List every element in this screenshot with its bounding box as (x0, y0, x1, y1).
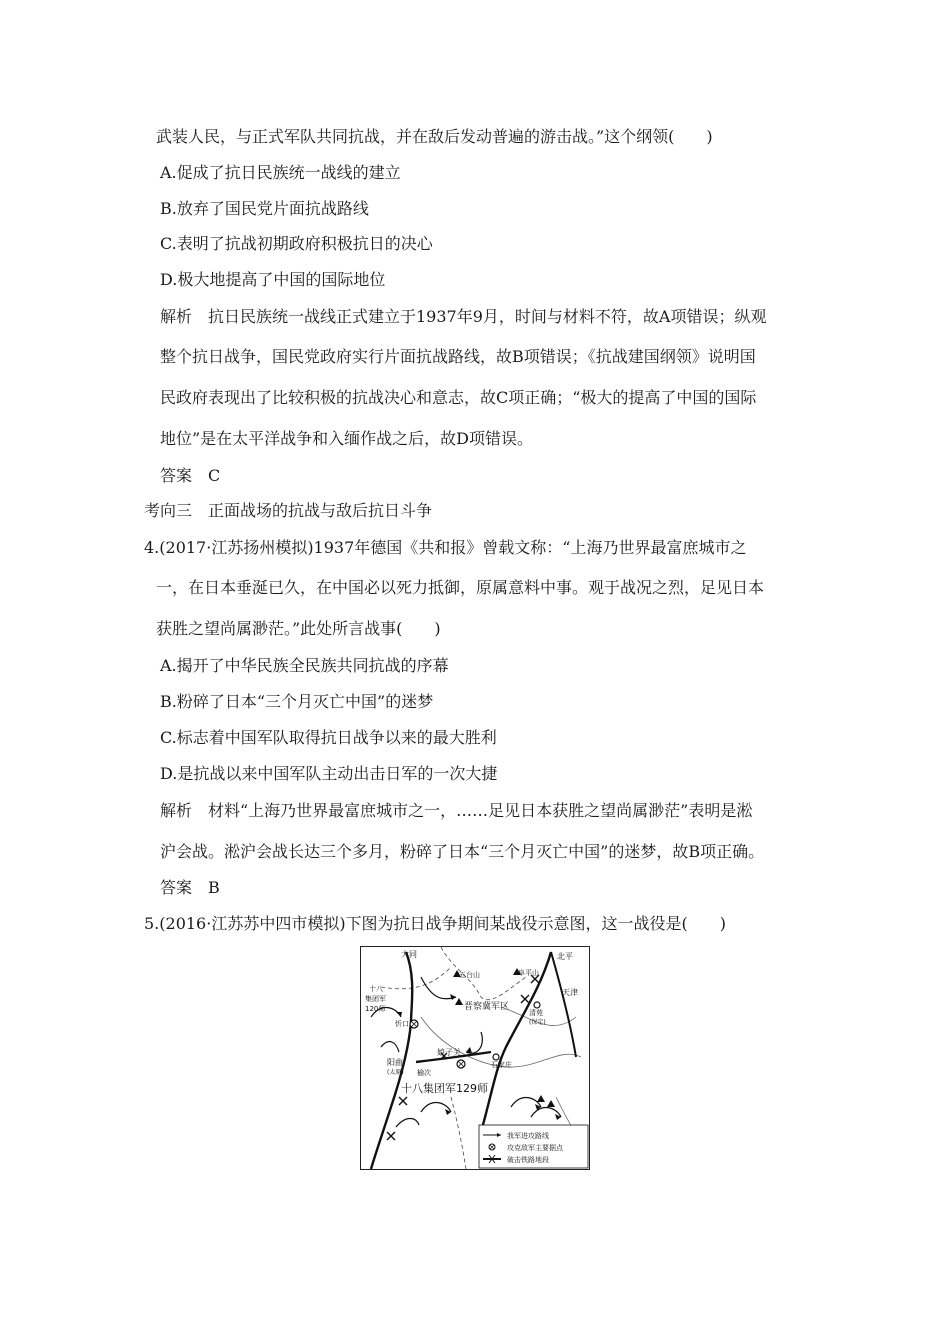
question-5: 5.(2016·江苏苏中四市模拟)下图为抗日战争期间某战役示意图，这一战役是( ) (144, 914, 727, 933)
analysis-line: 整个抗日战争，国民党政府实行片面抗战路线，故B项错误；《抗战建国纲领》说明国 (160, 347, 756, 366)
option-c: C.表明了抗战初期政府积极抗日的决心 (160, 234, 433, 253)
label-yangqu: 阳曲 (387, 1058, 403, 1067)
label-qingyuan: 清苑 (529, 1009, 543, 1017)
label-baoding: (保定) (529, 1019, 546, 1026)
label-taiyuan: (太原) (387, 1069, 404, 1076)
label-tianjin: 天津 (562, 988, 578, 997)
option-b: B.放弃了国民党片面抗战路线 (160, 199, 369, 218)
analysis-line: 解析 抗日民族统一战线正式建立于1937年9月，时间与材料不符，故A项错误；纵观 (160, 307, 767, 326)
label-fupingshan: 阜平山 (518, 969, 539, 977)
label-datong: 大同 (401, 950, 417, 959)
option-c: C.标志着中国军队取得抗日战争以来的最大胜利 (160, 728, 497, 747)
label-jinchaji: 晋察冀军区 (464, 1002, 510, 1012)
answer-line: 答案 B (160, 878, 220, 897)
label-xinkou: 忻口 (395, 1020, 409, 1028)
label-army120-a: 十八 (369, 985, 383, 993)
analysis-line: 地位”是在太平洋战争和入缅作战之后，故D项错误。 (160, 429, 534, 448)
analysis-line: 解析 材料“上海乃世界最富庶城市之一，……足见日本获胜之望尚属渺茫”表明是淞 (160, 801, 753, 820)
label-yuci: 榆次 (417, 1069, 431, 1077)
analysis-line: 沪会战。淞沪会战长达三个多月，粉碎了日本“三个月灭亡中国”的迷梦，故B项正确。 (160, 842, 765, 861)
option-b: B.粉碎了日本“三个月灭亡中国”的迷梦 (160, 692, 434, 711)
question-line: 获胜之望尚属渺茫。”此处所言战事( ) (156, 619, 441, 638)
label-army120-c: 120师 (365, 1005, 386, 1013)
label-beiping: 北平 (557, 952, 573, 961)
section-heading: 考向三 正面战场的抗战与敌后抗日斗争 (144, 501, 433, 520)
legend-railway: 破击铁路地段 (507, 1156, 549, 1164)
answer-line: 答案 C (160, 466, 221, 485)
option-a: A.揭开了中华民族全民族共同抗战的序幕 (160, 656, 449, 675)
label-army129: 十八集团军129师 (401, 1082, 488, 1095)
text-line: 武装人民，与正式军队共同抗战，并在敌后发动普遍的游击战。”这个纲领( ) (156, 127, 713, 146)
label-army120-b: 集团军 (365, 995, 386, 1003)
battle-map (360, 946, 590, 1170)
label-wutaishan: 五台山 (459, 971, 480, 979)
analysis-line: 民政府表现出了比较积极的抗战决心和意志，故C项正确；“极大的提高了中国的国际 (160, 388, 757, 407)
legend-attack: 我军进攻路线 (507, 1132, 549, 1140)
question-line: 一，在日本垂涎已久，在中国必以死力抵御，原属意料中事。观于战况之烈，足见日本 (156, 578, 765, 597)
option-d: D.是抗战以来中国军队主动出击日军的一次大捷 (160, 764, 498, 783)
legend-strongpoint: 攻克敌军主要据点 (507, 1144, 563, 1152)
label-niangziguan: 娘子关 (437, 1048, 461, 1057)
label-shijiazhuang: 石家庄 (491, 1061, 512, 1069)
question-4: 4.(2017·江苏扬州模拟)1937年德国《共和报》曾载文称：“上海乃世界最富庶城市之 (144, 538, 747, 557)
option-d: D.极大地提高了中国的国际地位 (160, 270, 386, 289)
option-a: A.促成了抗日民族统一战线的建立 (160, 163, 401, 182)
